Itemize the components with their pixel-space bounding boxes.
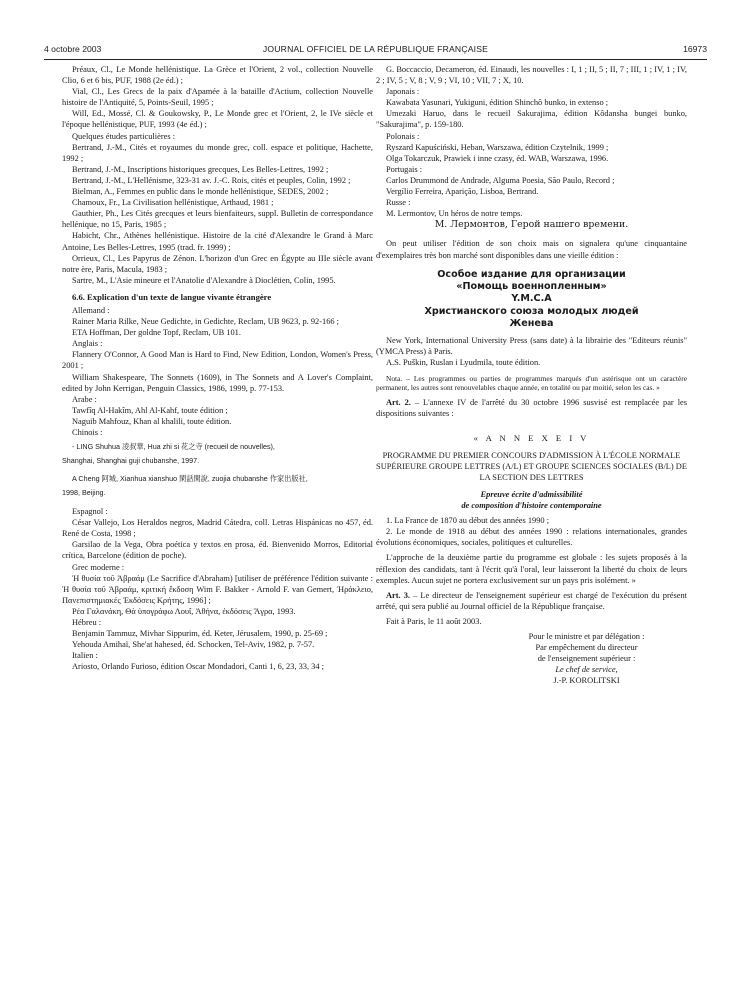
russian-title-cyrillic: М. Лермонтов, Герой нашего времени. — [434, 219, 629, 231]
reading-entry: Naguib Mahfouz, Khan al khalili, toute édition. — [72, 416, 232, 426]
biblio-entry: Orrieux, Cl., Les Papyrus de Zénon. L'horizon d'un Grec en Égypte au IIIe siècle avant notre ère, Paris, Macula, 1983 ; — [62, 253, 373, 274]
cyrillic-line: Y.M.C.A — [511, 293, 552, 305]
language-label: Japonais : — [386, 87, 420, 97]
reading-entry: Olga Tokarczuk, Prawiek i inne czasy, éd. WAB, Warszawa, 1996. — [386, 153, 609, 163]
signature-line: Le chef de service, — [555, 665, 618, 675]
reading-entry: 1998, Beijing. — [62, 488, 106, 498]
section-title-text: 6.6. Explication d'un texte de langue vivante étrangère — [72, 291, 272, 302]
biblio-entry: Bertrand, J.-M., Cités et royaumes du monde grec, coll. espace et politique, Hachette, 1992 ; — [62, 142, 373, 163]
cyrillic-edition-block — [376, 269, 687, 331]
annexe-title: « A N N E X E I V — [473, 432, 590, 443]
reading-entry: Benjamin Tammuz, Mivhar Sippurim, éd. Keter, Jérusalem, 1990, p. 25-69 ; — [72, 629, 328, 639]
article-2 — [376, 397, 687, 419]
reading-entry: Ρέα Γαλανάκη, Θὰ ὑπογράφω Λουΐ, Ἀθήνα, ἐκδόσεις Ἄγρα, 1993. — [72, 606, 296, 616]
language-label: Grec moderne : — [72, 562, 125, 572]
programme-item: 1. La France de 1870 au début des années 1990 ; — [386, 516, 550, 526]
biblio-entry: Habicht, Chr., Athènes hellénistique. Histoire de la cité d'Alexandre le Grand à Marc Antoine, Les Belles-Lettres, 1995 (trad. fr. 1999) ; — [62, 231, 373, 252]
language-label: Arabe : — [72, 394, 97, 404]
right-column — [376, 64, 687, 974]
subheading-etudes: Quelques études particulières : — [72, 131, 176, 141]
reading-entry: M. Lermontov, Un héros de notre temps. — [386, 209, 523, 219]
epreuve-line-1: Epreuve écrite d'admissibilité — [480, 490, 583, 499]
epreuve-line-2: de composition d'histoire contemporaine — [461, 501, 602, 511]
journal-title: JOURNAL OFFICIEL DE LA RÉPUBLIQUE FRANÇAISE — [262, 44, 489, 54]
edition-note: On peut utiliser l'édition de son choix mais on signalera qu'une cinquantaine d'exemplaires très bon marché sont disponibles dans une vieille édition : — [376, 239, 687, 260]
biblio-entry: Préaux, Cl., Le Monde hellénistique. La Grèce et l'Orient, 2 vol., collection Nouvelle Clio, 6 et 6 bis, PUF, 1988 (2e éd.) ; — [62, 65, 373, 86]
reading-entry: César Vallejo, Los Heraldos negros, Madrid Cátedra, coll. Letras Hispánicas no 457, éd. René de Costa, 1998 ; — [62, 518, 373, 539]
language-label: Anglais : — [72, 339, 103, 349]
epreuve-title — [376, 489, 687, 511]
biblio-entry: Chamoux, Fr., La Civilisation hellénistique, Arthaud, 1981 ; — [72, 198, 274, 208]
reading-entry: Umezaki Haruo, dans le recueil Sakurajima, édition Kôdansha bungei bunko, "Sakurajima", p. 159-180. — [376, 109, 687, 130]
left-column — [62, 64, 373, 974]
reading-entry: - LING Shuhua 凌叔華, Hua zhi si 花之寺 (recueil de nouvelles), — [72, 442, 275, 452]
reading-entry: A Cheng 阿城, Xianhua xianshuo 閑話閑說, zuojia chubanshe 作家出版社, — [72, 474, 308, 484]
biblio-entry: Bertrand, J.-M., L'Hellénisme, 323-31 av. J.-C. Rois, cités et peuples, Colin, 1992 ; — [72, 175, 351, 185]
page-number: 16973 — [683, 44, 707, 54]
reading-entry: Garsilao de la Vega, Obra poética y textos en prosa, éd. Bienvenido Morros, Editorial crítica, Barcelone (édition de poche). — [62, 540, 373, 561]
fait-a-paris: Fait à Paris, le 11 août 2003. — [386, 616, 482, 626]
cyrillic-line: Христианского союза молодых людей — [424, 305, 639, 317]
nota-note: Nota. – Les programmes ou parties de programmes marqués d'un astérisque ont un caractère permanent, les autres sont renouvelables chaque année, en totalité ou par moitié, selon les cas. » — [376, 373, 687, 393]
reading-entry: Ἡ θυσία τοῦ Ἀβραάμ (Le Sacrifice d'Abraham) [utiliser de préférence l'édition suivante : Ἡ θυσία τοῦ Ἀβραάμ, κριτική ἔκδοση Wim F. Bakker - Arnold F. van Gemert, Ἡράκλειο, Πανεπιστημιακές Ἐκδόσεις Κρήτης, 1996] ; — [62, 573, 373, 605]
signature-line: Pour le ministre et par délégation : — [528, 632, 645, 642]
reading-entry: Ariosto, Orlando Furioso, édition Oscar Mondadori, Canti 1, 6, 23, 33, 34 ; — [72, 662, 324, 672]
cyrillic-line: Женева — [509, 318, 554, 330]
publisher-note: New York, International University Press (sans date) à la librairie des "Editeurs réunis" (YMCA Press) à Paris. — [376, 335, 687, 356]
article-2-text: – L'annexe IV de l'arrêté du 30 octobre 1996 susvisé est remplacée par les dispositions suivantes : — [376, 397, 687, 418]
signatory-name: J.-P. KOROLITSKI — [553, 676, 620, 686]
cyrillic-line: «Помощь военнопленным» — [456, 281, 607, 292]
header-rule — [44, 59, 707, 60]
reading-entry: Shanghai, Shanghai guji chubanshe, 1997. — [62, 456, 200, 466]
reading-entry: Kawabata Yasunari, Yukiguni, édition Shinchô bunko, in extenso ; — [386, 98, 609, 108]
signature-line: de l'enseignement supérieur : — [537, 654, 636, 664]
article-3-text: – Le directeur de l'enseignement supérieur est chargé de l'exécution du présent arrêté, qui sera publié au Journal officiel de la République française. — [376, 590, 687, 611]
biblio-entry: Will, Ed., Mossé, Cl. & Goukowsky, P., Le Monde grec et l'Orient, 2, le IVe siècle et l'époque hellénistique, PUF, 1993 (4e éd.) ; — [62, 109, 373, 130]
language-label: Portugais : — [386, 164, 423, 174]
language-label: Espagnol : — [72, 507, 108, 517]
article-3-label: Art. 3. — [386, 590, 411, 600]
reading-entry: Tawfîq Al-Hakîm, Ahl Al-Kahf, toute édition ; — [72, 405, 228, 415]
reading-entry: William Shakespeare, The Sonnets (1609), in The Sonnets and A Lover's Complaint, edited by John Kerrigan, Penguin Classics, 1986, 1999, p. 77-153. — [62, 372, 373, 393]
article-3 — [376, 590, 687, 612]
language-label: Polonais : — [386, 131, 420, 141]
programme-item: 2. Le monde de 1918 au début des années 1990 : relations internationales, grandes évolutions économiques, sociales, politiques et culturelles. — [376, 527, 687, 548]
section-title — [62, 292, 373, 303]
biblio-entry: Sartre, M., L'Asie mineure et l'Anatolie d'Alexandre à Dioclétien, Colin, 1995. — [72, 275, 336, 285]
reading-entry: Ryszard Kapuściński, Heban, Warszawa, édition Czytelnik, 1999 ; — [386, 142, 609, 152]
language-label: Russe : — [386, 198, 411, 208]
reading-entry: ETA Hoffman, Der goldne Topf, Reclam, UB 101. — [72, 328, 241, 338]
biblio-entry: Bertrand, J.-M., Inscriptions historiques grecques, Les Belles-Lettres, 1992 ; — [72, 164, 329, 174]
signature-block — [376, 631, 687, 686]
biblio-entry: Gauthier, Ph., Les Cités grecques et leurs bienfaiteurs, suppl. Bulletin de correspondance hellénique, no 15, Paris, 1985 ; — [62, 209, 373, 230]
language-label: Hébreu : — [72, 618, 102, 628]
reading-entry: Vergílio Ferreira, Aparição, Lisboa, Bertrand. — [386, 187, 539, 197]
language-label: Italien : — [72, 651, 98, 661]
cyrillic-line: Особое издание для организации — [437, 268, 626, 280]
language-label: Chinois : — [72, 428, 103, 437]
article-2-label: Art. 2. — [386, 397, 411, 407]
signature-line: Par empêchement du directeur — [535, 643, 638, 653]
language-label: Allemand : — [72, 305, 110, 315]
reading-entry: G. Boccaccio, Decameron, éd. Einaudi, les nouvelles : I, 1 ; II, 5 ; II, 7 ; III, 1 ; IV, 1 ; IV, 2 ; IV, 5 ; V, 8 ; V, 9 ; VI, 10 ; VII, 7 ; X, 10. — [376, 65, 687, 86]
reading-entry: Yehouda Amihaï, She'at hahesed, éd. Schocken, Tel-Aviv, 1982, p. 7-57. — [72, 640, 315, 650]
reading-entry: Carlos Drummond de Andrade, Alguma Poesia, São Paulo, Record ; — [386, 175, 615, 185]
reading-entry: Flannery O'Connor, A Good Man is Hard to Find, New Edition, London, Women's Press, 2001 ; — [62, 350, 373, 371]
biblio-entry: Bielman, A., Femmes en public dans le monde hellénistique, SEDES, 2002 ; — [72, 187, 329, 197]
reading-entry: A.S. Puškin, Ruslan i Lyudmila, toute édition. — [386, 357, 541, 367]
page-header — [44, 44, 707, 58]
issue-date: 4 octobre 2003 — [44, 44, 102, 54]
approche-paragraph: L'approche de la deuxième partie du programme est globale : les sujets proposés à la réflexion des candidats, tant à l'écrit qu'à l'oral, leur laisseront la liberté du choix de leurs exemples. Aucun sujet ne portera exclusivement sur un pays pris isolément. » — [376, 553, 687, 585]
programme-title: PROGRAMME DU PREMIER CONCOURS D'ADMISSION À L'ÉCOLE NORMALE SUPÉRIEURE GROUPE LETTRES (A/L) ET GROUPE SCIENCES SOCIALES (B/L) DE LA SECTION DES LETTRES — [376, 451, 687, 482]
biblio-entry: Vial, Cl., Les Grecs de la paix d'Apamée à la bataille d'Actium, collection Nouvelle histoire de l'Antiquité, 5, Points-Seuil, 1995 ; — [62, 87, 373, 108]
reading-entry: Rainer Maria Rilke, Neue Gedichte, in Gedichte, Reclam, UB 9623, p. 92-166 ; — [72, 317, 339, 327]
